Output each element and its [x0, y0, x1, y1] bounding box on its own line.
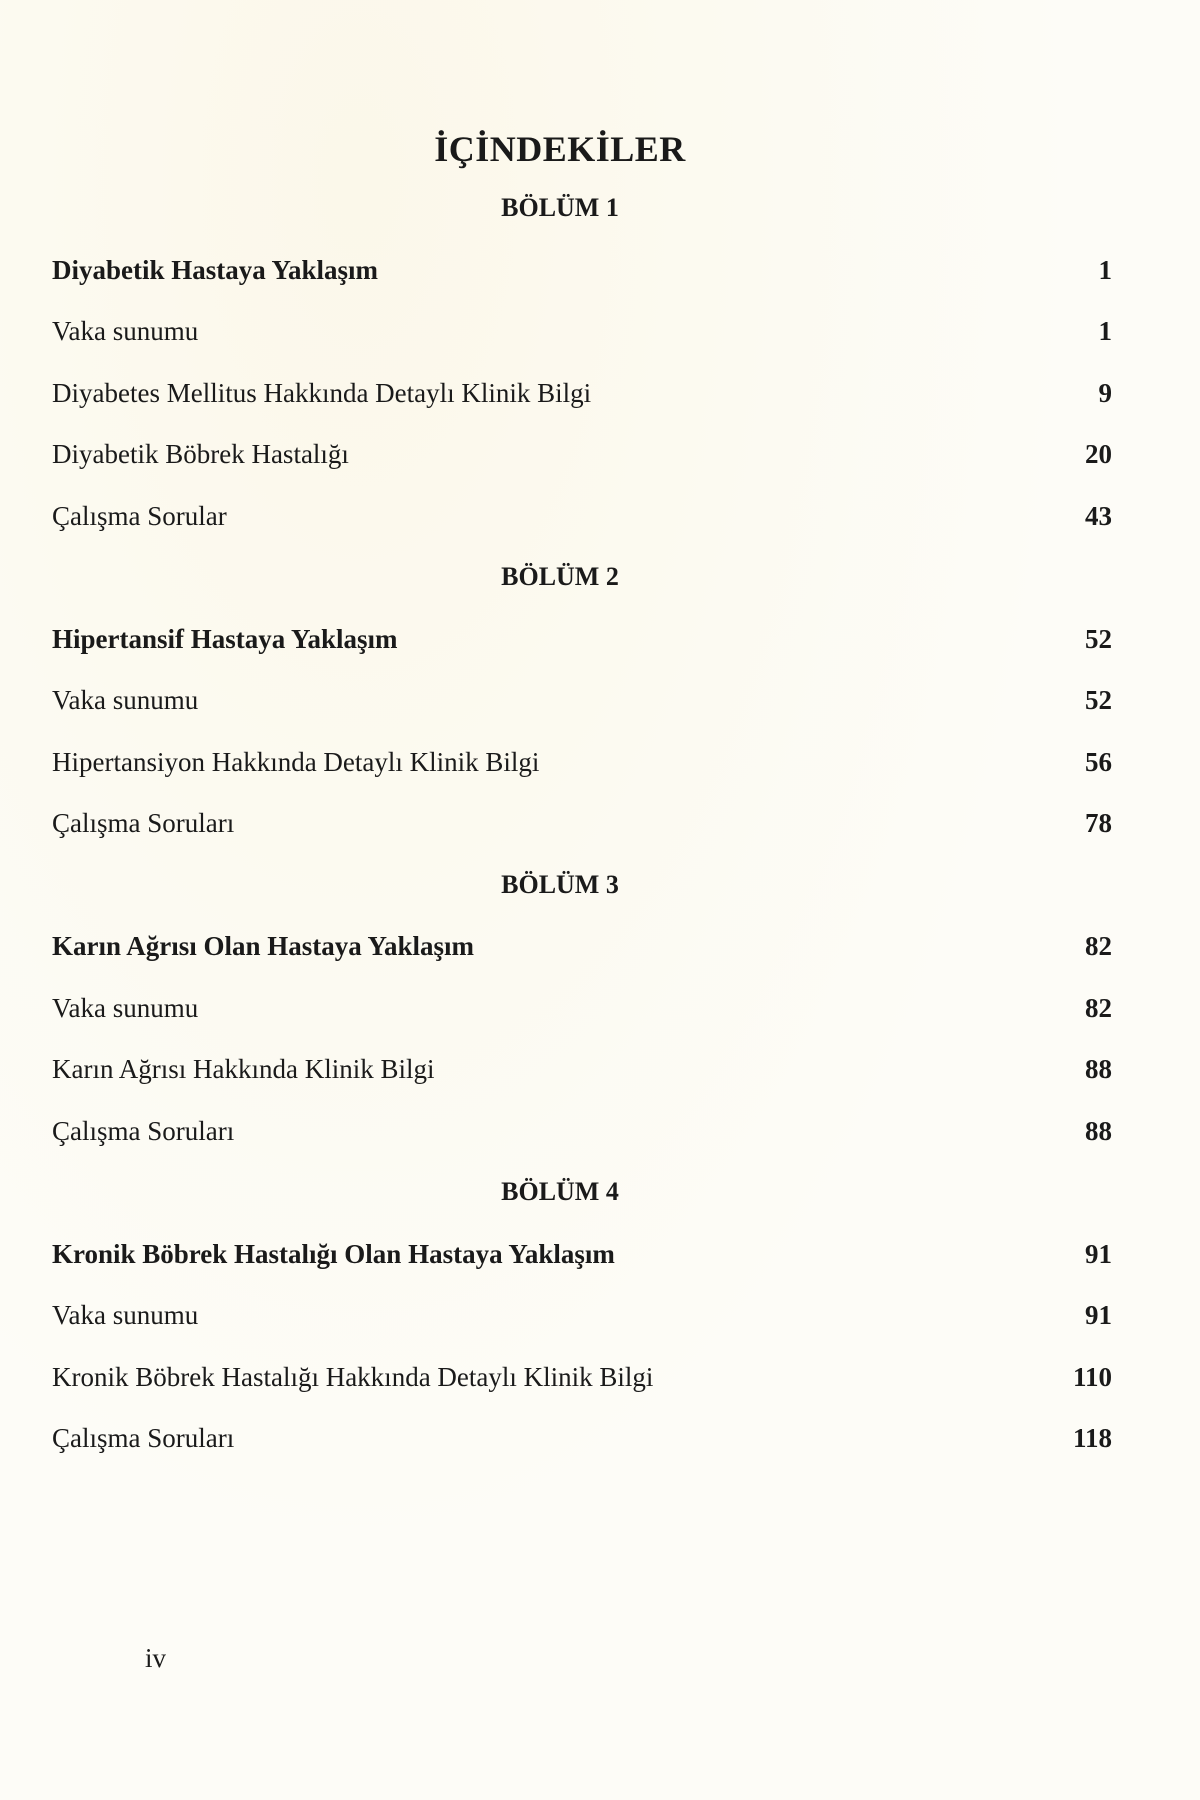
toc-entry[interactable]	[52, 496, 1112, 536]
toc-entry-label: Vaka sunumu	[52, 992, 199, 1023]
section-heading: BÖLÜM 1	[501, 193, 619, 222]
toc-entry-label: Kronik Böbrek Hastalığı Olan Hastaya Yaklaşım	[52, 1238, 615, 1269]
toc-entry[interactable]	[52, 1295, 1112, 1335]
toc-entry[interactable]	[52, 1111, 1112, 1151]
toc-entry[interactable]	[52, 1418, 1112, 1458]
section-heading: BÖLÜM 3	[501, 869, 619, 899]
section-heading: BÖLÜM 4	[501, 1177, 619, 1206]
toc-page-number: 88	[1085, 1115, 1112, 1146]
section-heading: BÖLÜM 2	[501, 562, 619, 591]
toc-entry[interactable]	[52, 1357, 1112, 1397]
toc-page-number: 91	[1085, 1238, 1112, 1269]
toc-entry-label: Karın Ağrısı Hakkında Klinik Bilgi	[52, 1054, 435, 1084]
toc-entry-label: Vaka sunumu	[52, 316, 199, 346]
toc-entry-label: Karın Ağrısı Olan Hastaya Yaklaşım	[52, 931, 475, 961]
toc-page-number: 20	[1085, 439, 1112, 469]
toc-entry-label: Hipertansiyon Hakkında Detaylı Klinik Bilgi	[52, 746, 540, 777]
toc-page-number: 56	[1085, 746, 1112, 777]
toc-entry-label: Kronik Böbrek Hastalığı Hakkında Detaylı Klinik Bilgi	[52, 1361, 654, 1392]
toc-page-number: 78	[1085, 808, 1112, 838]
toc-page-number: 88	[1085, 1054, 1112, 1084]
toc-entry-label: Çalışma Soruları	[52, 1423, 235, 1453]
toc-entry-label: Çalışma Soruları	[52, 808, 235, 838]
toc-entry[interactable]	[52, 311, 1112, 351]
toc-page-number: 9	[1098, 377, 1112, 408]
toc-entry-label: Diyabetik Hastaya Yaklaşım	[52, 254, 379, 285]
toc-chapter-entry[interactable]	[52, 250, 1112, 290]
toc-page-number: 52	[1085, 685, 1112, 715]
toc-entry[interactable]	[52, 742, 1112, 782]
toc-chapter-entry[interactable]	[52, 619, 1112, 659]
toc-entry[interactable]	[52, 803, 1112, 843]
toc-entry-label: Vaka sunumu	[52, 685, 199, 715]
toc-page-number: 43	[1085, 500, 1112, 531]
toc-page-number: 1	[1098, 316, 1112, 346]
toc-entry-label: Çalışma Soruları	[52, 1115, 235, 1146]
toc-entry[interactable]	[52, 988, 1112, 1028]
toc-page-number: 1	[1098, 254, 1112, 285]
toc-page-number: 52	[1085, 623, 1112, 654]
page-title: İÇİNDEKİLER	[434, 129, 686, 169]
toc-entry[interactable]	[52, 434, 1112, 474]
toc-entry[interactable]	[52, 680, 1112, 720]
toc-chapter-entry[interactable]	[52, 926, 1112, 966]
page-folio: iv	[145, 1643, 167, 1673]
toc-entry[interactable]	[52, 373, 1112, 413]
toc-entry-label: Çalışma Sorular	[52, 500, 227, 531]
toc-chapter-entry[interactable]	[52, 1234, 1112, 1274]
toc-entry-label: Hipertansif Hastaya Yaklaşım	[52, 623, 398, 654]
toc-page-number: 91	[1085, 1300, 1112, 1330]
toc-entry-label: Vaka sunumu	[52, 1300, 199, 1330]
toc-entry-label: Diyabetik Böbrek Hastalığı	[52, 439, 349, 469]
toc-page-number: 82	[1085, 931, 1112, 961]
toc-entry-label: Diyabetes Mellitus Hakkında Detaylı Klinik Bilgi	[52, 377, 592, 408]
toc-entry[interactable]	[52, 1049, 1112, 1089]
toc-page-number: 82	[1085, 992, 1112, 1023]
toc-page-number: 118	[1072, 1423, 1112, 1453]
toc-page-number: 110	[1072, 1361, 1112, 1392]
